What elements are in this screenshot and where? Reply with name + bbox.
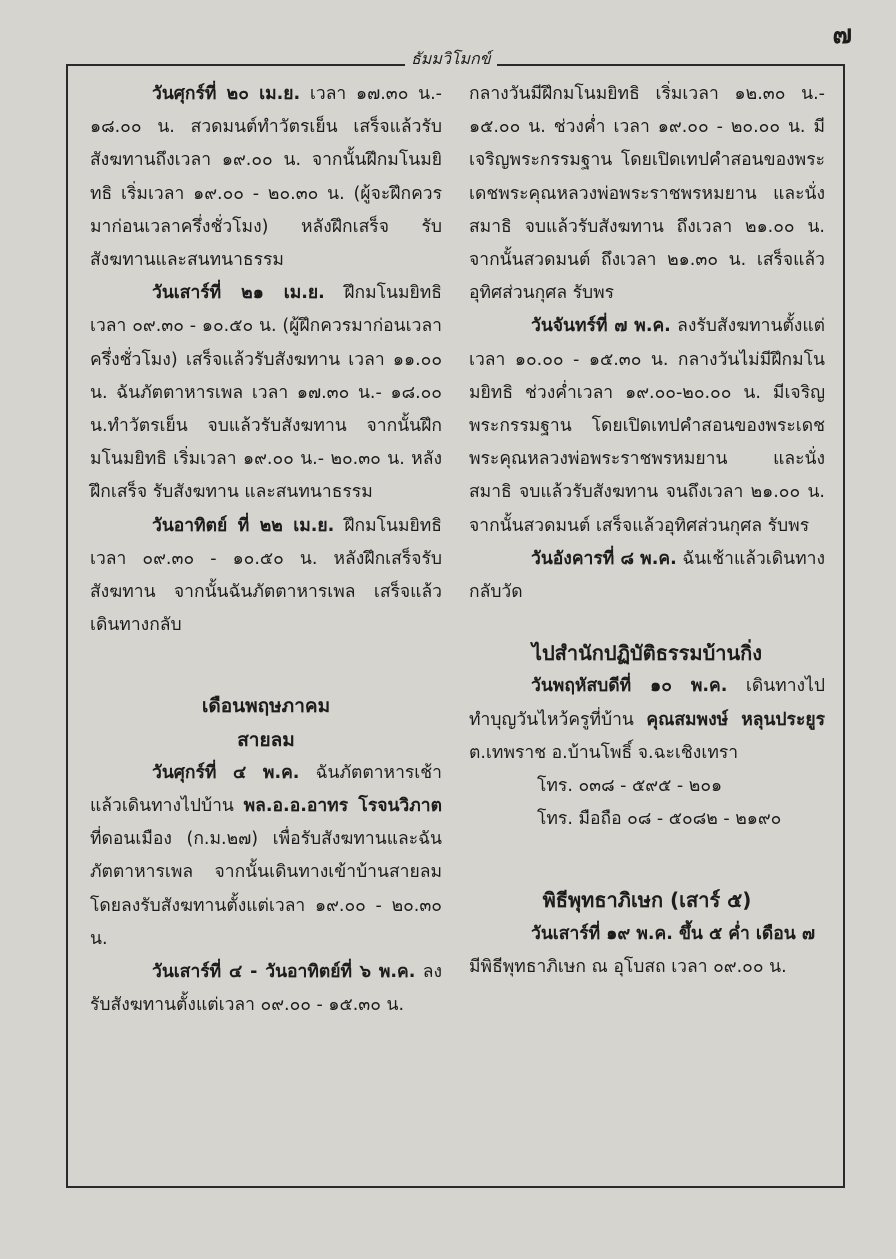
paragraph-text: ฝึกมโนมยิทธิ เวลา ๐๙.๓๐ - ๑๐.๕๐ น. หลังฝึกเสร็จรับสังฆทาน จากนั้นฉันภัตตาหารเพล เสร็จแล้วเดินทางกลับ xyxy=(90,515,442,636)
paragraph-text: กลางวันมีฝึกมโนมยิทธิ เริ่มเวลา ๑๒.๓๐ น.- ๑๕.๐๐ น. ช่วงค่ำ เวลา ๑๙.๐๐ - ๒๐.๐๐ น. มีเจริญพระกรรมฐาน โดยเปิดเทปคำสอนของพระเดชพระคุณหลวงพ่อพระราชพรหมยาน และนั่งสมาธิ จบแล้วรับสังฆทาน ถึงเวลา ๒๑.๐๐ น. จากนั้นสวดมนต์ ถึงเวลา ๒๑.๓๐ น. เสร็จแล้วอุทิศส่วนกุศล รับพร xyxy=(469,84,825,304)
running-head: ธัมมวิโมกข์ xyxy=(405,47,497,72)
day-label: วันอังคารที่ ๘ พ.ค. xyxy=(531,548,677,569)
ceremony-heading: พิธีพุทธาภิเษก (เสาร์ ๕) xyxy=(542,888,752,913)
day-label: วันเสาร์ที่ ๔ - วันอาทิตย์ที่ ๖ พ.ค. xyxy=(152,962,416,983)
section-heading: ไปสำนักปฏิบัติธรรมบ้านกิ่ง xyxy=(531,641,763,666)
day-label: วันอาทิตย์ ที่ ๒๒ เม.ย. xyxy=(152,515,335,536)
right-column xyxy=(469,78,825,984)
day-label: วันพฤหัสบดีที่ ๑๐ พ.ค. xyxy=(531,676,728,697)
ceremony-date-text: วันเสาร์ที่ ๑๙ พ.ค. ขึ้น ๕ ค่ำ เดือน ๗ xyxy=(531,923,816,944)
paragraph-text: เดินทางไปทำบุญวันไหว้ครูที่บ้าน xyxy=(469,676,825,730)
paragraph xyxy=(469,310,825,542)
paragraph xyxy=(90,277,442,509)
paragraph xyxy=(90,510,442,643)
paragraph xyxy=(90,757,442,956)
ceremony-date xyxy=(469,918,825,951)
paragraph-text: ลงรับสังฆทานตั้งแต่เวลา ๐๙.๐๐ - ๑๕.๓๐ น. xyxy=(90,962,442,1016)
paragraph xyxy=(469,543,825,609)
host-name: คุณสมพงษ์ หลุนประยูร xyxy=(646,709,825,730)
host-name: พล.อ.อ.อาทร โรจนวิภาต xyxy=(243,796,442,817)
day-label: วันศุกร์ที่ ๔ พ.ค. xyxy=(152,762,300,783)
phone-line: โทร. ๐๓๘ - ๕๙๕ - ๒๐๑ xyxy=(537,776,723,797)
paragraph xyxy=(90,956,442,1022)
paragraph-text: ลงรับสังฆทานตั้งแต่เวลา ๑๐.๐๐ - ๑๕.๓๐ น. กลางวันไม่มีฝึกมโนมยิทธิ ช่วงค่ำเวลา ๑๙.๐๐-๒๐.๐๐ น. มีเจริญพระกรรมฐาน โดยเปิดเทปคำสอนของพระเดชพระคุณหลวงพ่อพระราชพรหมยาน และนั่งสมาธิ จบแล้วรับสังฆทาน จนถึงเวลา ๒๑.๐๐ น. จากนั้นสวดมนต์ เสร็จแล้วอุทิศส่วนกุศล รับพร xyxy=(469,316,825,536)
paragraph xyxy=(90,78,442,277)
place-heading: สายลม xyxy=(237,728,295,751)
day-label: วันศุกร์ที่ ๒๐ เม.ย. xyxy=(152,84,301,104)
paragraph-text: ฉันภัตตาหารเช้าแล้วเดินทางไปบ้าน xyxy=(90,762,442,817)
paragraph xyxy=(469,78,825,310)
paragraph-text: ฝึกมโนมยิทธิ เวลา ๐๙.๓๐ - ๑๐.๕๐ น. (ผู้ฝึกควรมาก่อนเวลาครึ่งชั่วโมง) เสร็จแล้วรับสังฆทาน เวลา ๑๑.๐๐ น. ฉันภัตตาหารเพล เวลา ๑๗.๓๐ น.- ๑๘.๐๐ น.ทำวัตรเย็น จบแล้วรับสังฆทาน จากนั้นฝึกมโนมยิทธิ เริ่มเวลา ๑๙.๐๐ น.- ๒๐.๓๐ น. หลังฝึกเสร็จ รับสังฆทาน และสนทนาธรรม xyxy=(90,283,442,503)
page-number: ๗ xyxy=(832,20,852,50)
ceremony-text: มีพิธีพุทธาภิเษก ณ อุโบสถ เวลา ๐๙.๐๐ น. xyxy=(469,956,787,977)
paragraph-text: ต.เทพราช อ.บ้านโพธิ์ จ.ฉะเชิงเทรา xyxy=(469,742,739,763)
paragraph-text: ที่ดอนเมือง (ก.ม.๒๗) เพื่อรับสังฆทานและฉันภัตตาหารเพล จากนั้นเดินทางเข้าบ้านสายลม โดยลงรับสังฆทานตั้งแต่เวลา ๑๙.๐๐ - ๒๐.๓๐ น. xyxy=(90,829,442,949)
paragraph-text: เวลา ๑๗.๓๐ น.- ๑๘.๐๐ น. สวดมนต์ทำวัตรเย็น เสร็จแล้วรับสังฆทานถึงเวลา ๑๙.๐๐ น. จากนั้นฝึกมโนมยิทธิ เริ่มเวลา ๑๙.๐๐ - ๒๐.๓๐ น. (ผู้จะฝึกควรมาก่อนเวลาครึ่งชั่วโมง) หลังฝึกเสร็จ รับสังฆทานและสนทนาธรรม xyxy=(90,84,442,271)
day-label: วันเสาร์ที่ ๒๑ เม.ย. xyxy=(152,283,325,304)
paragraph xyxy=(469,670,825,770)
left-column xyxy=(90,78,442,1022)
month-heading: เดือนพฤษภาคม xyxy=(201,695,331,718)
paragraph-text: ฉันเช้าแล้วเดินทางกลับวัด xyxy=(469,548,825,603)
day-label: วันจันทร์ที่ ๗ พ.ค. xyxy=(531,316,671,337)
mobile-phone-line: โทร. มือถือ ๐๘ - ๕๐๘๒ - ๒๑๙๐ xyxy=(537,809,782,830)
